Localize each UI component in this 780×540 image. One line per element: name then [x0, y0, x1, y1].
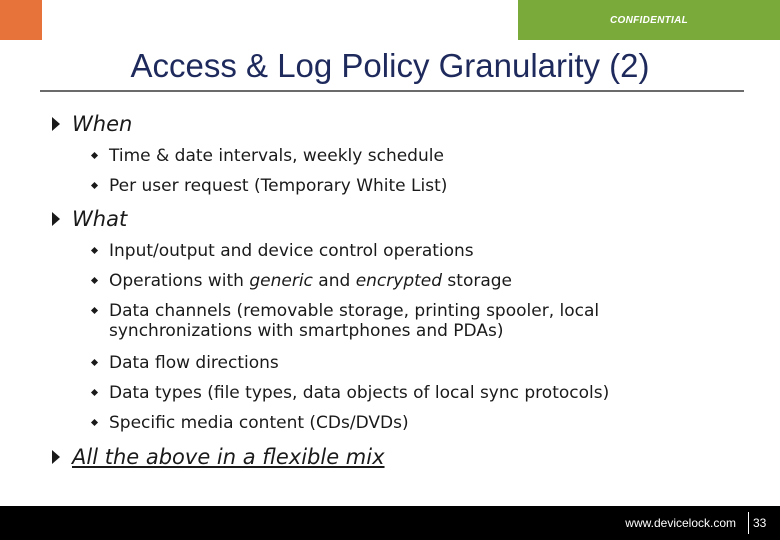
- list-item: [92, 271, 712, 291]
- diamond-bullet-icon: [91, 182, 98, 189]
- list-item: [92, 301, 652, 341]
- diamond-bullet-icon: [91, 152, 98, 159]
- list-item: [92, 413, 712, 433]
- title-divider: [40, 90, 744, 92]
- corner-accent-block: [0, 0, 42, 40]
- diamond-bullet-icon: [91, 389, 98, 396]
- text-run: storage: [442, 271, 513, 291]
- list-item-text: Data flow directions: [109, 353, 279, 373]
- confidential-label: CONFIDENTIAL: [609, 14, 689, 26]
- page-number: 33: [753, 516, 767, 530]
- diamond-bullet-icon: [91, 247, 98, 254]
- section-heading-text: What: [72, 207, 128, 231]
- emphasis-generic: generic: [249, 271, 313, 291]
- section-heading-text: All the above in a flexible mix: [72, 445, 385, 469]
- triangle-bullet-icon: [52, 212, 60, 226]
- emphasis-encrypted: encrypted: [355, 271, 443, 291]
- triangle-bullet-icon: [52, 450, 60, 464]
- triangle-bullet-icon: [52, 117, 60, 131]
- section-heading-mix: [52, 444, 385, 470]
- text-run: and: [312, 271, 356, 291]
- list-item-text: Input/output and device control operations: [109, 241, 474, 261]
- list-item: [92, 176, 712, 196]
- diamond-bullet-icon: [91, 307, 98, 314]
- list-item: [92, 383, 712, 403]
- section-heading-when: [52, 111, 132, 137]
- text-run: Operations with: [109, 271, 250, 291]
- section-heading-text: When: [72, 112, 133, 136]
- list-item-text: Data types (file types, data objects of local sync protocols): [109, 383, 610, 403]
- section-heading-what: [52, 206, 127, 232]
- diamond-bullet-icon: [91, 419, 98, 426]
- list-item: [92, 146, 712, 166]
- diamond-bullet-icon: [91, 359, 98, 366]
- list-item-text: Per user request (Temporary White List): [109, 176, 448, 196]
- footer-separator: [748, 512, 749, 534]
- list-item: [92, 241, 712, 261]
- list-item-text: Specific media content (CDs/DVDs): [109, 413, 409, 433]
- slide-title: Access & Log Policy Granularity (2): [130, 47, 650, 84]
- list-item: [92, 353, 712, 373]
- list-item-text: [109, 271, 712, 291]
- footer-url: www.devicelock.com: [625, 516, 736, 530]
- confidential-banner: [518, 0, 780, 40]
- diamond-bullet-icon: [91, 277, 98, 284]
- list-item-text: Time & date intervals, weekly schedule: [109, 146, 444, 166]
- footer-bar: [0, 506, 780, 540]
- list-item-text: Data channels (removable storage, printing spooler, local synchronizations with smartphones and PDAs): [109, 301, 600, 341]
